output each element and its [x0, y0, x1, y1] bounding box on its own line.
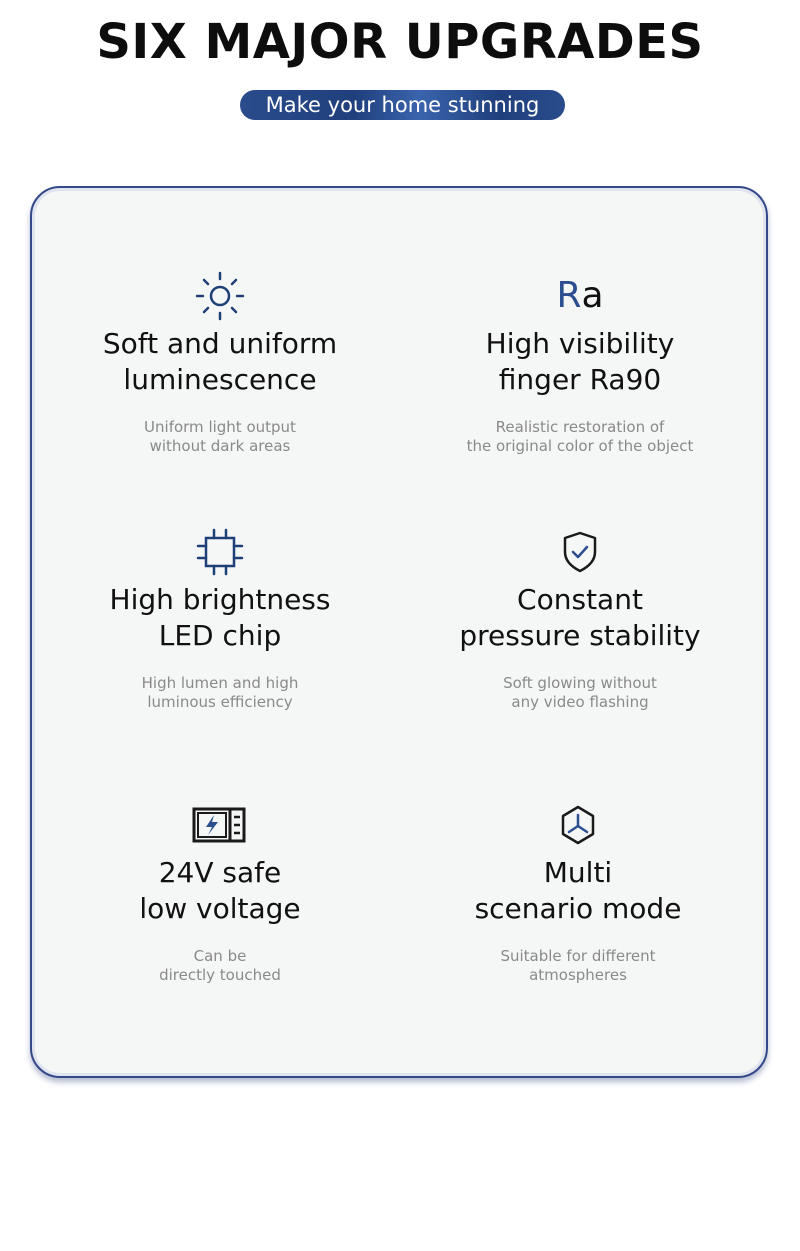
feature-heading: 24V safe low voltage: [139, 856, 301, 925]
page-title: SIX MAJOR UPGRADES: [96, 14, 704, 70]
feature-description: Uniform light output without dark areas: [144, 418, 296, 455]
feature-heading: Multi scenario mode: [474, 856, 682, 925]
feature-heading: High brightness LED chip: [109, 583, 331, 652]
chip-icon: [40, 526, 400, 578]
feature-heading: High visibility finger Ra90: [485, 327, 675, 396]
subtitle-badge: Make your home stunning: [240, 90, 565, 120]
feature-pressure-stability: [400, 526, 760, 712]
sun-icon: [40, 270, 400, 322]
ra-icon-a: a: [581, 275, 604, 316]
feature-description: High lumen and high luminous efficiency: [141, 674, 299, 711]
feature-ra90: [400, 270, 760, 456]
feature-led-chip: [40, 526, 400, 712]
ra-icon: [400, 270, 760, 322]
feature-heading: Soft and uniform luminescence: [102, 327, 338, 396]
ra-icon-r: R: [556, 275, 582, 316]
feature-heading: Constant pressure stability: [459, 583, 701, 652]
feature-description: Realistic restoration of the original color of the object: [466, 418, 694, 455]
feature-description: Can be directly touched: [159, 947, 281, 984]
feature-24v-safe: [40, 799, 400, 985]
feature-description: Soft glowing without any video flashing: [503, 674, 657, 711]
battery-bolt-icon: [40, 799, 400, 851]
feature-multi-scenario: [398, 799, 758, 985]
scenario-mode-icon: [398, 799, 758, 851]
feature-soft-uniform: [40, 270, 400, 456]
feature-description: Suitable for different atmospheres: [500, 947, 656, 984]
shield-check-icon: [400, 526, 760, 578]
